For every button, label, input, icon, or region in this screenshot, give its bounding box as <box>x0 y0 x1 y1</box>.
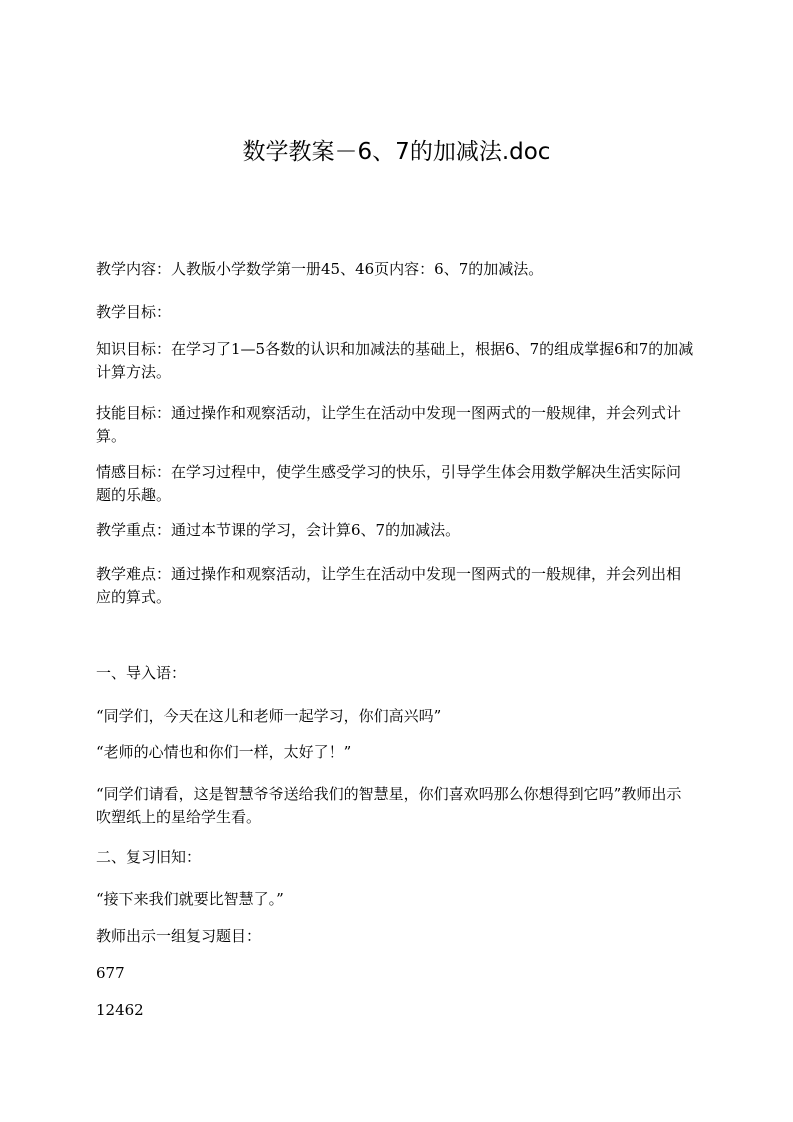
paragraph-review-intro: 教师出示一组复习题目： <box>96 927 262 945</box>
section-heading-review: 二、复习旧知： <box>96 848 202 866</box>
paragraph-knowledge-goal: 知识目标：在学习了1—5各数的认识和加减法的基础上，根据6、7的组成掌握6和7的加减计算方法。 <box>96 340 694 381</box>
paragraph-number-1: 677 <box>96 964 125 982</box>
document-title: 数学教案－6、7的加减法.doc <box>242 139 551 165</box>
paragraph-quote-2: “老师的心情也和你们一样，太好了！” <box>96 743 352 761</box>
paragraph-emotion-goal: 情感目标：在学习过程中，使学生感受学习的快乐，引导学生体会用数学解决生活实际问题的乐趣。 <box>96 463 682 504</box>
section-heading-intro: 一、导入语： <box>96 664 187 682</box>
paragraph-quote-1: “同学们，今天在这儿和老师一起学习，你们高兴吗” <box>96 707 442 725</box>
paragraph-teaching-content: 教学内容：人教版小学数学第一册45、46页内容：6、7的加减法。 <box>96 260 544 278</box>
paragraph-difficult-point: 教学难点：通过操作和观察活动，让学生在活动中发现一图两式的一般规律，并会列出相应的算式。 <box>96 565 682 606</box>
paragraph-number-2: 12462 <box>96 1001 144 1019</box>
paragraph-key-point: 教学重点：通过本节课的学习，会计算6、7的加减法。 <box>96 521 461 539</box>
paragraph-quote-3: “同学们请看，这是智慧爷爷送给我们的智慧星，你们喜欢吗那么你想得到它吗”教师出示吹塑纸上的星给学生看。 <box>96 785 682 826</box>
paragraph-skill-goal: 技能目标：通过操作和观察活动，让学生在活动中发现一图两式的一般规律，并会列式计算。 <box>96 404 682 445</box>
paragraph-quote-4: “接下来我们就要比智慧了。” <box>96 890 284 908</box>
paragraph-teaching-goals: 教学目标： <box>96 303 172 321</box>
